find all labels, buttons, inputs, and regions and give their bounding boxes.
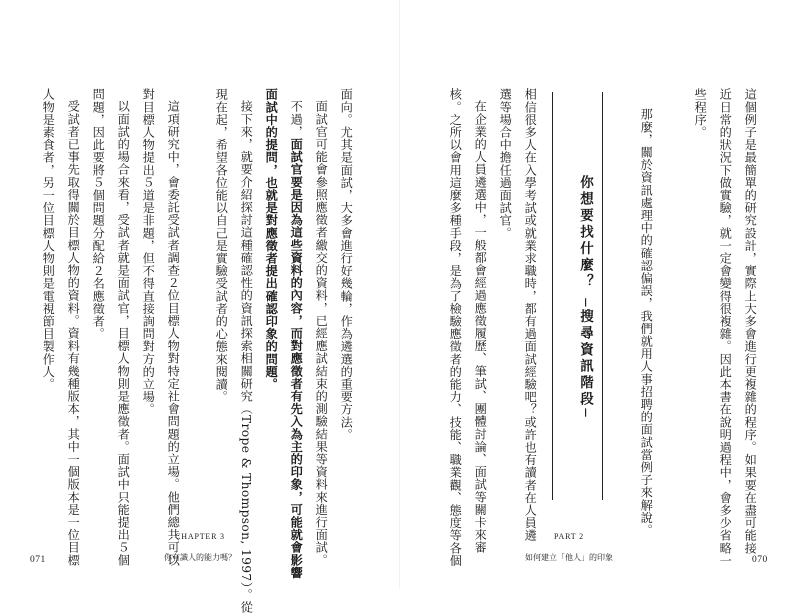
page-number-left: 071 <box>30 555 46 565</box>
text-column: 面試官可能會參照應徵者繳交的資料，已經應試結束的測驗結果等資料來進行面試。 <box>314 100 329 567</box>
text-column: 近日常的狀況下做實驗，就一定會變得很複雜。因此本書在說明過程中，會多少省略一 <box>718 88 733 567</box>
text-column: 相信很多人在入學考試或就業求職時，都有過面試經驗吧？或許也有讀者在人員遴 <box>523 88 538 542</box>
emphasis-text: 面試中的提問，也就是對應徵者提出確認印象的問題。 <box>264 88 279 391</box>
text-column: 些程序。 <box>693 88 708 139</box>
text-column: 人物是素食者，另一位目標人物則是電視節目製作人。 <box>41 88 56 391</box>
text-column: 這個例子是最簡單的研究設計，實際上大多會進行更複雜的程序。如果要在盡可能接 <box>743 88 758 555</box>
text-column: 問題，因此要將５個問題分配給２名應徵者。 <box>91 88 106 340</box>
emphasis-text: 面試官要是因為這些資料的內容，而對應徵者有先入為主的印象，可能就會影響 <box>289 137 304 579</box>
section-heading: 你想要找什麼？ ─搜尋資訊階段─ <box>577 175 593 420</box>
text-column: 以面試的場合來看，受試者就是面試官，目標人物則是應徵者。面試中只能提出５個 <box>116 100 131 567</box>
page-number-right: 070 <box>752 555 768 565</box>
section-rule-right <box>602 92 603 500</box>
part-title: 如何建立「他人」的印象 <box>525 553 613 562</box>
text-column: 對目標人物提出５道是非題，但不得直接詢問對方的立場。 <box>141 88 156 416</box>
section-rule-left <box>552 92 553 500</box>
text-column <box>290 100 302 579</box>
text-column: 在企業的人員遴選中，一般都會經過應徵履歷、筆試、團體討論、面試等關卡來審 <box>473 100 488 554</box>
page-gutter <box>399 0 400 588</box>
part-label: PART 2 <box>554 532 584 541</box>
chapter-label: CHAPTER 3 <box>175 532 225 541</box>
text-column: 核。之所以會用這麼多種手段，是為了檢驗應徵者的能力、技能、職業觀、態度等各個 <box>448 88 463 567</box>
text-column: 現在起，希望各位能以自己是實驗受試者的心態來閱讀。 <box>214 88 229 403</box>
text-column <box>265 88 277 390</box>
text-column: 那麼，關於資訊處理中的確認偏誤，我們就用人事招聘的面試當例子來解說。 <box>639 108 654 537</box>
chapter-title: 你有識人的能力嗎？ <box>164 553 236 562</box>
text-column: 選等場合中擔任過面試官。 <box>498 88 513 240</box>
text-run: 不過， <box>289 100 304 138</box>
text-column: 面向。尤其是面試，大多會進行好幾輪，作為遴選的重要方法。 <box>339 88 354 441</box>
text-column: 這項研究中，會委託受試者調查２位目標人物對特定社會問題的立場。他們總共可以 <box>166 100 181 567</box>
text-column: 接下來，就要介紹探討這種確認性的資訊探索相關研究（Trope & Thompson, 1997）。從 <box>239 100 254 613</box>
text-column: 受試者已事先取得關於目標人物的資料。資料有幾種版本，其中一個版本是一位目標 <box>66 100 81 567</box>
